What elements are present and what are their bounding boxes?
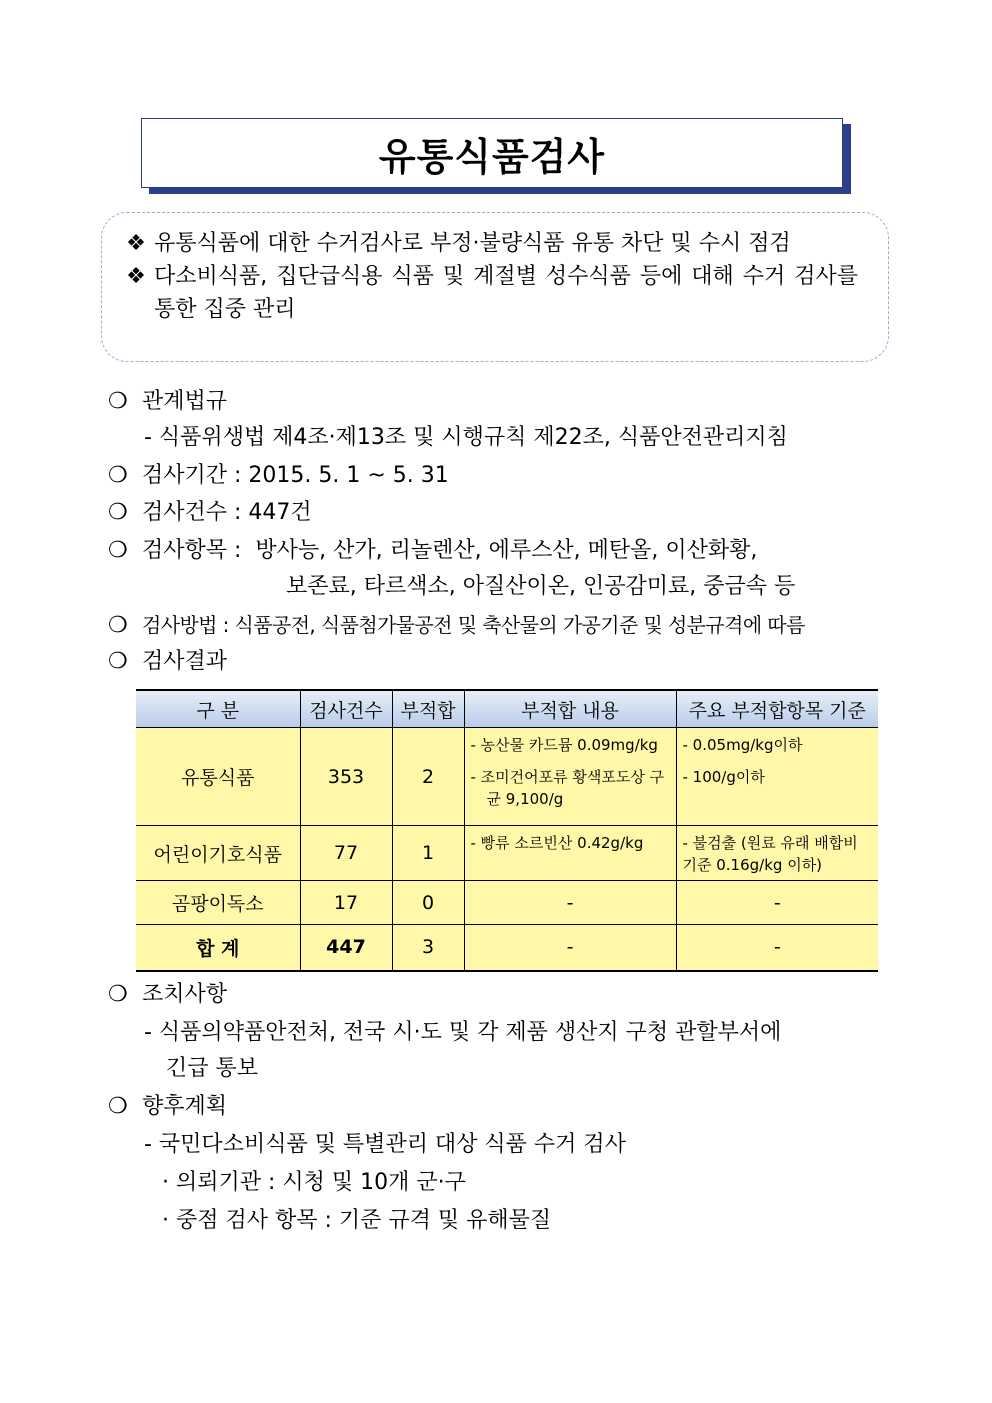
standard-cell	[676, 728, 878, 826]
law-detail: - 식품위생법 제4조·제13조 및 시행규칙 제22조, 식품안전관리지침	[144, 425, 788, 450]
count-cell: 447	[300, 925, 392, 971]
category-cell: 곰팡이독소	[136, 881, 300, 925]
detail-cell: -	[464, 881, 676, 925]
section-action	[108, 980, 227, 1010]
plan-line3: · 중점 검사 항목 : 기준 규격 및 유해물질	[162, 1208, 552, 1233]
action-line2: 긴급 통보	[166, 1056, 259, 1081]
action-title: 조치사항	[142, 982, 228, 1007]
fail-cell: 0	[392, 881, 464, 925]
standard-line: - 0.05mg/kg이하	[682, 736, 803, 754]
items-label: 검사항목 :	[142, 538, 242, 563]
fail-cell: 1	[392, 826, 464, 881]
detail-cell: -	[464, 925, 676, 971]
standard-line: - 100/g이하	[682, 768, 765, 786]
summary-text: 다소비식품, 집단급식용 식품 및 계절별 성수식품 등에 대해 수거 검사를 통한 집중 관리	[154, 264, 858, 322]
items-line1: 방사능, 산가, 리놀렌산, 에루스산, 메탄올, 이산화황,	[255, 538, 758, 563]
standard-cell: -	[676, 925, 878, 971]
circle-bullet-icon: ❍	[108, 1094, 128, 1119]
table-total-row	[136, 925, 878, 971]
plan-line1: - 국민다소비식품 및 특별관리 대상 식품 수거 검사	[144, 1132, 626, 1157]
title-box	[141, 118, 843, 188]
detail-cell	[464, 826, 676, 881]
section-law	[108, 387, 227, 417]
law-title: 관계법규	[142, 389, 228, 414]
section-plan	[108, 1092, 227, 1122]
table-row	[136, 826, 878, 881]
circle-bullet-icon: ❍	[108, 613, 128, 638]
method-text: 검사방법 : 식품공전, 식품첨가물공전 및 축산물의 가공기준 및 성분규격에 따름	[142, 613, 805, 637]
circle-bullet-icon: ❍	[108, 389, 128, 414]
standard-cell	[676, 826, 878, 881]
summary-item	[118, 260, 858, 326]
section-items	[108, 536, 757, 566]
standard-line: - 불검출 (원료 유래 배합비 기준 0.16g/kg 이하)	[682, 834, 858, 874]
summary-item	[118, 227, 858, 260]
circle-bullet-icon: ❍	[108, 500, 128, 525]
category-cell: 어린이기호식품	[136, 826, 300, 881]
count-cell: 17	[300, 881, 392, 925]
action-line1: - 식품의약품안전처, 전국 시·도 및 각 제품 생산지 구청 관할부서에	[144, 1020, 782, 1045]
items-line2: 보존료, 타르색소, 아질산이온, 인공감미료, 중금속 등	[286, 574, 796, 599]
fail-cell: 3	[392, 925, 464, 971]
col-header: 검사건수	[300, 690, 392, 728]
category-cell: 합 계	[136, 925, 300, 971]
table-row	[136, 728, 878, 826]
section-count	[108, 498, 312, 528]
table-row	[136, 881, 878, 925]
detail-line: - 농산물 카드뮴 0.09mg/kg	[470, 736, 658, 754]
table-header-row	[136, 690, 878, 728]
count-cell: 77	[300, 826, 392, 881]
col-header: 부적합 내용	[464, 690, 676, 728]
col-header: 주요 부적합항목 기준	[676, 690, 878, 728]
plan-title: 향후계획	[142, 1094, 228, 1119]
circle-bullet-icon: ❍	[108, 463, 128, 488]
count-cell: 353	[300, 728, 392, 826]
fail-cell: 2	[392, 728, 464, 826]
summary-text: 유통식품에 대한 수거검사로 부정·불량식품 유통 차단 및 수시 점검	[154, 231, 791, 256]
circle-bullet-icon: ❍	[108, 538, 128, 563]
page-title: 유통식품검사	[378, 134, 606, 179]
detail-cell	[464, 728, 676, 826]
summary-box	[101, 212, 889, 362]
diamond-bullet-icon: ❖	[126, 231, 146, 256]
plan-line2: · 의뢰기관 : 시청 및 10개 군·구	[162, 1170, 466, 1195]
diamond-bullet-icon: ❖	[126, 264, 146, 289]
detail-line: - 빵류 소르빈산 0.42g/kg	[470, 834, 644, 852]
standard-cell: -	[676, 881, 878, 925]
section-result	[108, 647, 227, 677]
circle-bullet-icon: ❍	[108, 649, 128, 674]
section-method	[108, 610, 805, 641]
circle-bullet-icon: ❍	[108, 982, 128, 1007]
col-header: 부적합	[392, 690, 464, 728]
category-cell: 유통식품	[136, 728, 300, 826]
period-text: 검사기간 : 2015. 5. 1 ~ 5. 31	[142, 463, 449, 488]
section-period	[108, 461, 449, 491]
result-table	[136, 689, 878, 972]
count-text: 검사건수 : 447건	[142, 500, 312, 525]
detail-line: - 조미건어포류 황색포도상 구균 9,100/g	[470, 768, 665, 808]
col-header: 구 분	[136, 690, 300, 728]
result-title: 검사결과	[142, 649, 228, 674]
